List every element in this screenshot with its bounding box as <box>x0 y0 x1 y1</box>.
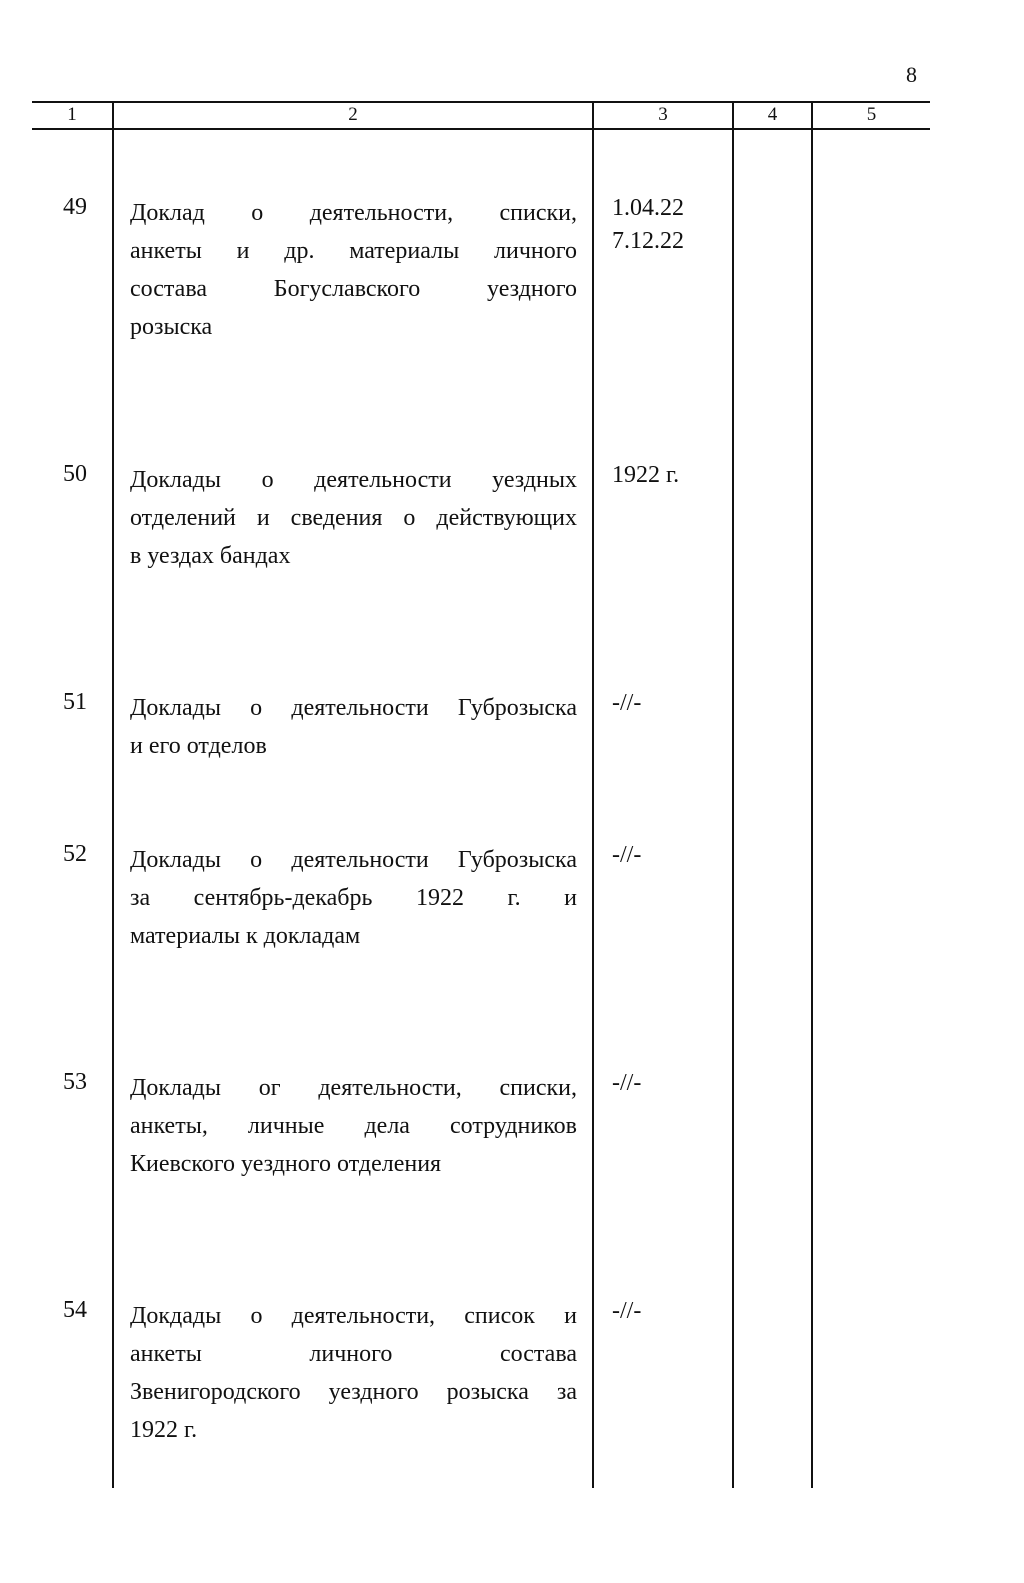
page-number: 8 <box>906 62 917 87</box>
date-line: 1.04.22 <box>612 195 684 221</box>
description-line: Звенигородского уездного розыска за <box>130 1379 577 1405</box>
row-description <box>130 689 577 765</box>
row-number: 53 <box>63 1069 87 1095</box>
row-number: 49 <box>63 194 87 220</box>
date-line: 7.12.22 <box>612 228 684 254</box>
row-description <box>130 1297 577 1449</box>
row-description <box>130 194 577 346</box>
row-dates <box>612 192 684 258</box>
date-line: -//- <box>612 690 642 716</box>
column-header-1: 1 <box>67 104 77 125</box>
column-divider <box>112 102 114 1488</box>
date-line: -//- <box>612 1298 642 1324</box>
row-description <box>130 841 577 955</box>
date-line: 1922 г. <box>612 462 680 488</box>
description-line: и его отделов <box>130 733 267 759</box>
description-line: анкеты и др. материалы личного <box>130 238 577 264</box>
column-divider <box>811 102 813 1488</box>
description-line: Докдады о деятельности, список и <box>130 1303 577 1329</box>
description-line: в уездах бандах <box>130 543 291 569</box>
row-dates <box>612 839 641 872</box>
column-divider <box>592 102 594 1488</box>
date-line: -//- <box>612 842 642 868</box>
description-line: анкеты, личные дела сотрудников <box>130 1113 577 1139</box>
row-number: 54 <box>63 1297 87 1323</box>
description-line: 1922 г. <box>130 1417 198 1443</box>
row-number: 52 <box>63 841 87 867</box>
description-line: состава Богуславского уездного <box>130 276 577 302</box>
table-top-border <box>32 101 930 103</box>
row-dates <box>612 459 679 492</box>
column-header-5: 5 <box>866 104 877 125</box>
description-line: Доклады о деятельности Губрозыска <box>130 695 577 721</box>
description-line: анкеты личного состава <box>130 1341 577 1367</box>
column-header-3: 3 <box>658 104 668 125</box>
description-line: отделений и сведения о действующих <box>130 505 577 531</box>
description-line: Доклад о деятельности, списки, <box>130 200 577 226</box>
description-line: Доклады ог деятельности, списки, <box>130 1075 577 1101</box>
row-description <box>130 1069 577 1183</box>
description-line: за сентябрь-декабрь 1922 г. и <box>130 885 577 911</box>
description-line: Доклады о деятельности Губрозыска <box>130 847 577 873</box>
date-line: -//- <box>612 1070 642 1096</box>
row-number: 51 <box>63 689 87 715</box>
header-bottom-border <box>32 128 930 130</box>
description-line: материалы к докладам <box>130 923 361 949</box>
row-number: 50 <box>63 461 87 487</box>
row-dates <box>612 687 641 720</box>
description-line: Доклады о деятельности уездных <box>130 467 577 493</box>
column-header-4: 4 <box>767 104 778 125</box>
row-dates <box>612 1295 641 1328</box>
column-header-2: 2 <box>348 104 358 125</box>
description-line: Киевского уездного отделения <box>130 1151 442 1177</box>
row-dates <box>612 1067 641 1100</box>
column-divider <box>732 102 734 1488</box>
description-line: розыска <box>130 314 213 340</box>
row-description <box>130 461 577 575</box>
